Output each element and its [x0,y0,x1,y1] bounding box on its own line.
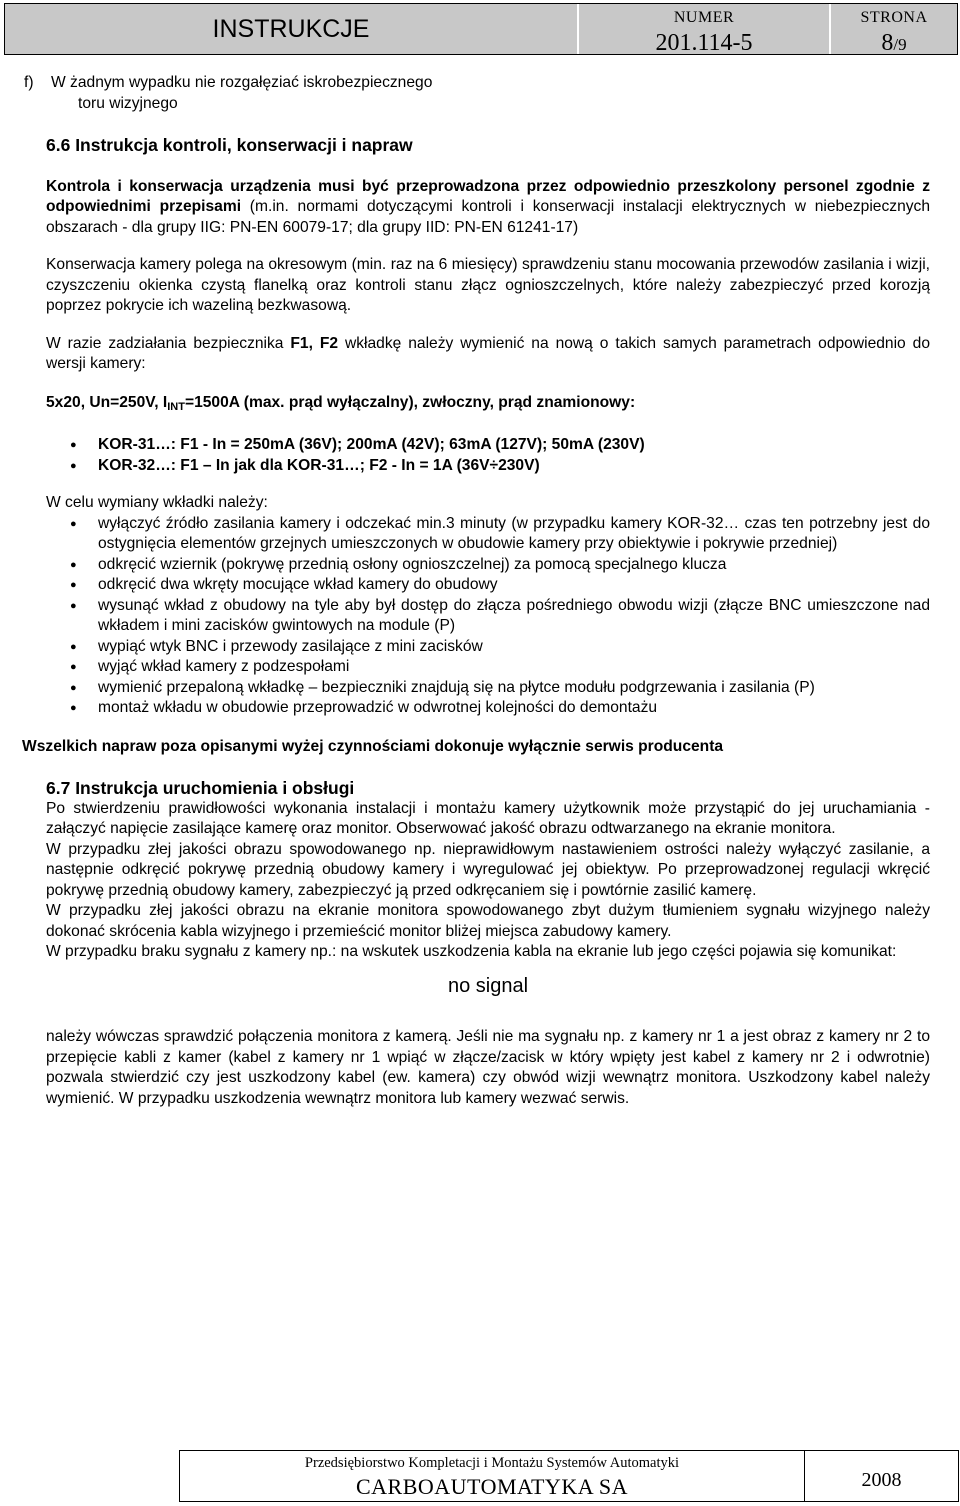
section-66-heading: 6.6 Instrukcja kontroli, konserwacji i napraw [46,135,413,155]
fuse-spec-a: 5x20, Un=250V, I [46,393,168,411]
fuse-item: ● KOR-32…: F1 – In jak dla KOR-31…; F2 - In = 1A (36V÷230V) [46,456,930,477]
replace-step: ● montaż wkładu w obudowie przeprowadzić w odwrotnej kolejności do demontażu [46,698,930,719]
page-separator: / [893,35,899,54]
para3-a: W razie zadziałania bezpiecznika [46,334,291,352]
para3-b: F1, F2 [290,334,339,352]
section-66-para1 [46,177,930,239]
header-page-cell [831,4,957,54]
page-total: 9 [898,35,907,54]
fuse-spec [46,393,930,418]
para1-rest: (m.in. normami dotyczącymi kontroli i konserwacji instalacji elektrycznych w niebezpiecznych obszarach - dla grupy IIG: PN-EN 60079-17; dla grupy IID: PN-EN 61241-17) [46,198,931,236]
section-67-para: W przypadku złej jakości obrazu spowodowanego np. nieprawidłowym nastawieniem ostrości należy wyłączyć zasilanie, a następnie odkręcić pokrywę przednią obudowy kamery i wyregulować jej obiektyw. Po przeprowadzonej regulacji wkręcić pokrywę przednią obudowy kamery, zabezpieczyć ją przed odkręcaniem się i powtórnie zasilić kamerę. [46,840,930,899]
section-67-para: W przypadku złej jakości obrazu na ekranie monitora spowodowanego zbyt dużym tłumieniem sygnału wizyjnego należy dokonać skrócenia kabla wizyjnego i przemieścić monitor bliżej miejsca zabudowy kamery. [46,902,930,940]
para1-bold: Kontrola i konserwacja urządzenia musi być przeprowadzona przez odpowiednio przeszkolony personel zgodnie z odpowiednimi przepisami [46,177,930,215]
no-signal-message: no signal [447,974,529,997]
replace-step: ● wyłączyć źródło zasilania kamery i odczekać min.3 minuty (w przypadku kamery KOR-32… czas ten potrzebny jest do ostygnięcia elementów grzejnych umieszczonych w obudowie kamery przy obiektywie i pokrywie przedniej) [46,514,930,555]
header-number-label: NUMER [673,9,735,26]
item-f [24,73,930,114]
header-title: INSTRUKCJE [212,14,370,43]
service-note: Wszelkich napraw poza opisanymi wyżej czynnościami dokonuje wyłącznie serwis producenta [22,737,724,755]
section-67-heading: 6.7 Instrukcja uruchomienia i obsługi [46,778,355,798]
replace-step: ● wysunąć wkład z obudowy na tyle aby był dostęp do złącza pośredniego obwodu wizji (złącze BNC umieszczone nad wkładem i mini zacisków gwintowych na module (P) [46,596,930,637]
footer-year: 2008 [861,1468,902,1491]
section-66-para2: Konserwacja kamery polega na okresowym (min. raz na 6 miesięcy) sprawdzeniu stanu mocowania przewodów zasilania i wizji, czyszczeniu okienka czystą flanelką oraz kontroli stanu złącz ognioszczelnych, które należy zabezpieczyć przed korozją poprzez pokrycie ich wazeliną bezkwasową. [46,256,930,314]
header-page-value [831,30,957,57]
fuse-item: ● KOR-31…: F1 - In = 250mA (36V); 200mA (42V); 63mA (127V); 50mA (230V) [46,435,930,456]
replace-step: ● odkręcić wziernik (pokrywę przednią osłony ognioszczelnej) za pomocą specjalnego klucza [46,555,930,576]
fuse-spec-b: =1500A (max. prąd wyłączalny), zwłoczny, prąd znamionowy: [184,393,636,411]
page-header [4,3,958,55]
section-67-para: Po stwierdzeniu prawidłowości wykonania instalacji i montażu kamery użytkownik może przystąpić do jej uruchamiania - załączyć napięcie zasilające kamerę oraz monitor. Obserwować jakość obrazu odtwarzanego na ekranie monitora. [46,799,930,837]
header-number-value: 201.114-5 [655,30,753,56]
document-body [22,73,931,1109]
replace-steps [46,514,930,719]
item-f-marker: f) [24,74,34,91]
page-current: 8 [881,30,894,56]
section-67-para: W przypadku braku sygnału z kamery np.: na wskutek uszkodzenia kabla na ekranie lub jego części pojawia się komunikat: [46,943,897,960]
header-page-label: STRONA [860,9,928,26]
item-f-line1: W żadnym wypadku nie rozgałęziać iskrobezpiecznego [51,74,433,91]
para3-c: wkładkę należy wymienić na nową o takich samych parametrach odpowiednio do wersji kamery: [46,334,930,372]
replace-step: ● wyjąć wkład kamery z podzespołami [46,657,930,678]
header-title-cell [5,4,579,54]
replace-step: ● wypiąć wtyk BNC i przewody zasilające z mini zacisków [46,637,930,658]
page-footer [179,1450,959,1502]
replace-step: ● odkręcić dwa wkręty mocujące wkład kamery do obudowy [46,575,930,596]
item-f-line2: toru wizyjnego [78,94,178,112]
section-66-para3 [46,334,930,375]
fuse-spec-sub: INT [167,400,185,413]
replace-intro: W celu wymiany wkładki należy: [46,494,268,511]
header-number-cell [579,4,831,54]
replace-step: ● wymienić przepaloną wkładkę – bezpieczniki znajdują się na płytce modułu podgrzewania i zasilania (P) [46,678,930,699]
footer-company-line: Przedsiębiorstwo Kompletacji i Montażu Systemów Automatyki [304,1455,680,1471]
final-para: należy wówczas sprawdzić połączenia monitora z kamerą. Jeśli nie ma sygnału np. z kamery nr 1 a jest obraz z kamery nr 2 to przepięcie kabli z kamer (kabel z kamery nr 1 wpiąć w złącze/zacisk w który wpięty jest kabel z kamery nr 2 i odwrotnie) pozwala stwierdzić czy jest uszkodzony kabel (ew. kamera) czy obwód wizji wewnątrz monitora. Uszkodzony kabel należy wymienić. W przypadku uszkodzenia wewnątrz monitora lub kamery wezwać serwis. [46,1028,930,1107]
fuse-list [46,435,930,476]
footer-company-cell [180,1451,805,1501]
footer-company-name: CARBOAUTOMATYKA SA [355,1474,629,1499]
